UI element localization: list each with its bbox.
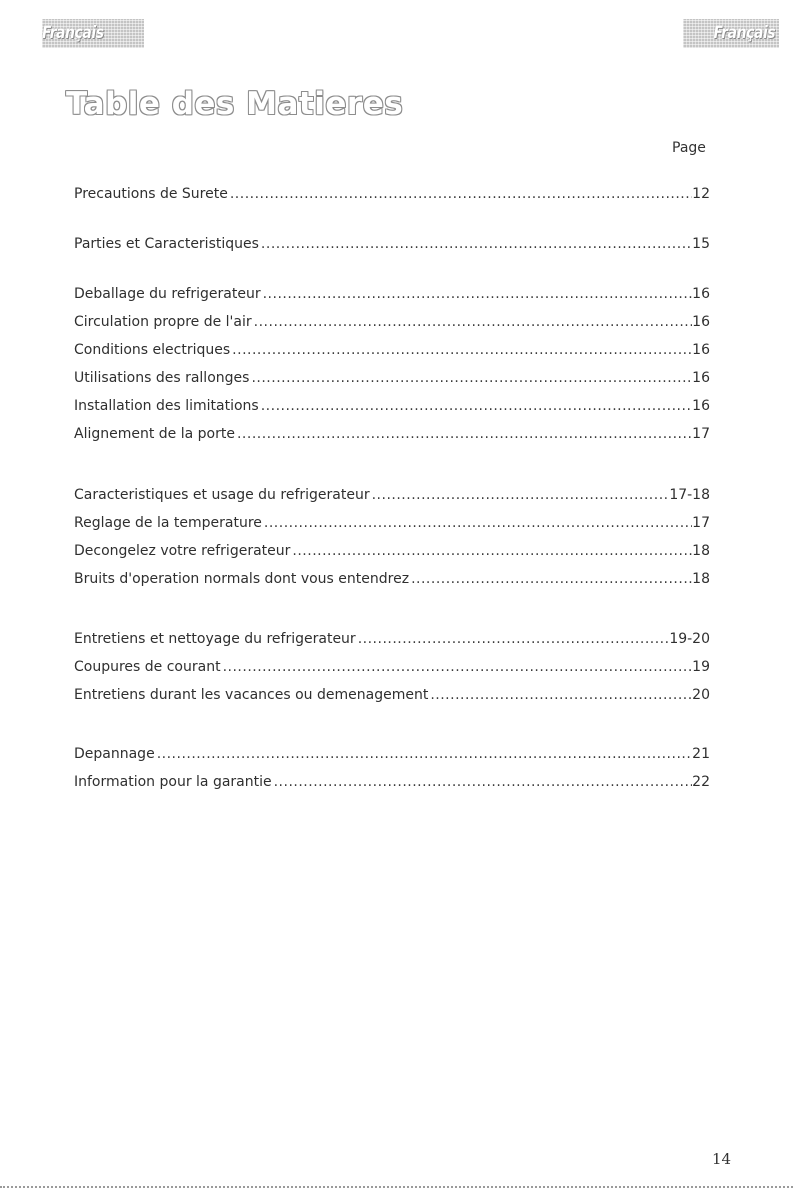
toc-entry-title: Entretiens et nettoyage du refrigerateur <box>74 631 356 647</box>
page-number: 14 <box>712 1150 732 1168</box>
toc-entry-page: 12 <box>692 186 710 202</box>
dot-leader <box>228 186 692 202</box>
toc-entry-title: Alignement de la porte <box>74 426 235 442</box>
dot-leader <box>272 774 693 790</box>
dot-leader <box>409 571 692 587</box>
toc-entry-title: Installation des limitations <box>74 398 259 414</box>
toc-entry <box>74 631 710 653</box>
dot-leader <box>259 236 692 252</box>
toc-entry-page: 18 <box>692 571 710 587</box>
toc-entry-title: Circulation propre de l'air <box>74 314 252 330</box>
toc-entry-page: 16 <box>692 398 710 414</box>
toc-entry-page: 16 <box>692 342 710 358</box>
toc-entry-title: Bruits d'operation normals dont vous entendrez <box>74 571 410 587</box>
page-column-label: Page <box>672 140 706 156</box>
language-tab-left-label: Français <box>42 23 104 43</box>
toc-entry-title: Decongelez votre refrigerateur <box>74 543 291 559</box>
toc-entry-page: 16 <box>692 286 710 302</box>
language-tab-left <box>42 19 144 48</box>
language-tab-right <box>683 19 779 48</box>
toc-entry-page: 21 <box>692 746 710 762</box>
toc-entry-page: 17 <box>692 515 710 531</box>
toc-entry-page: 15 <box>692 236 710 252</box>
toc-entry-title: Utilisations des rallonges <box>74 370 250 386</box>
dot-leader <box>290 543 692 559</box>
toc-entry <box>74 426 710 448</box>
dot-leader <box>249 370 692 386</box>
toc-entry <box>74 746 710 768</box>
dot-leader <box>259 398 692 414</box>
toc-entry <box>74 487 710 509</box>
dot-leader <box>356 631 670 647</box>
toc-entry <box>74 314 710 336</box>
dot-leader <box>230 342 692 358</box>
dot-leader <box>261 286 693 302</box>
dot-leader <box>262 515 692 531</box>
toc-entry-title: Caracteristiques et usage du refrigerateur <box>74 487 370 503</box>
toc-entry <box>74 236 710 258</box>
dot-leader <box>221 659 693 675</box>
toc-entry <box>74 687 710 709</box>
toc-entry <box>74 774 710 796</box>
dot-leader <box>235 426 692 442</box>
toc-entry-page: 22 <box>692 774 710 790</box>
toc-entry-page: 19-20 <box>669 631 710 647</box>
toc-entry-title: Reglage de la temperature <box>74 515 262 531</box>
toc-entry-page: 17-18 <box>669 487 710 503</box>
bottom-divider <box>0 1186 793 1188</box>
toc-entry-page: 16 <box>692 314 710 330</box>
toc-entry <box>74 370 710 392</box>
toc-entry-title: Precautions de Surete <box>74 186 228 202</box>
toc-entry-page: 17 <box>692 426 710 442</box>
toc-entry-page: 20 <box>692 687 710 703</box>
toc-entry-title: Parties et Caracteristiques <box>74 236 259 252</box>
toc-entry <box>74 659 710 681</box>
toc-entry-title: Deballage du refrigerateur <box>74 286 261 302</box>
toc-entry-page: 18 <box>692 543 710 559</box>
toc-entry <box>74 398 710 420</box>
language-tab-right-label: Français <box>713 23 775 43</box>
toc-entry-title: Coupures de courant <box>74 659 221 675</box>
toc-entry-page: 19 <box>692 659 710 675</box>
toc-entry <box>74 342 710 364</box>
toc-entry <box>74 515 710 537</box>
toc-entry <box>74 543 710 565</box>
dot-leader <box>155 746 692 762</box>
toc-entry-page: 16 <box>692 370 710 386</box>
toc-entry-title: Depannage <box>74 746 155 762</box>
dot-leader <box>370 487 670 503</box>
toc-entry <box>74 571 710 593</box>
toc-entry <box>74 286 710 308</box>
toc-entry-title: Conditions electriques <box>74 342 231 358</box>
toc-entry-title: Information pour la garantie <box>74 774 272 790</box>
page-title: Table des Matieres <box>66 86 404 122</box>
toc-entry <box>74 186 710 208</box>
toc-entry-title: Entretiens durant les vacances ou demenagement <box>74 687 429 703</box>
dot-leader <box>428 687 692 703</box>
dot-leader <box>252 314 693 330</box>
